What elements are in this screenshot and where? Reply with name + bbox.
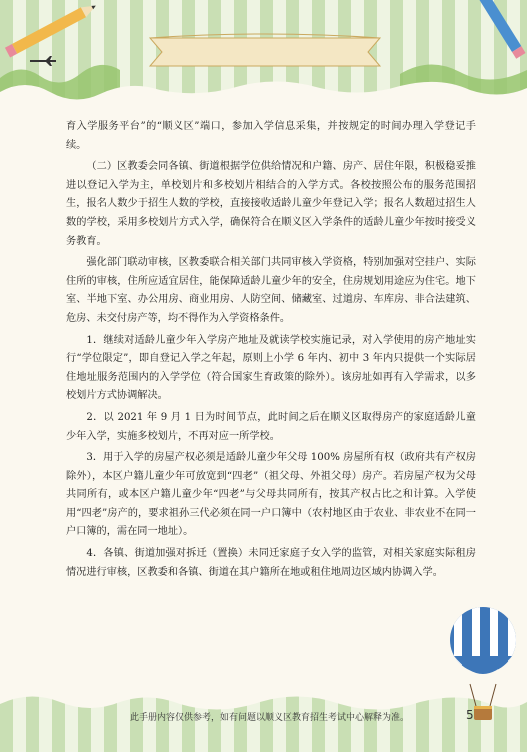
page-number: 5 <box>466 708 474 722</box>
paragraph: 强化部门联动审核，区教委联合相关部门共同审核入学资格，特别加强对空挂户、实际住所的审核，住所应适宜居住，能保障适龄儿童少年的安全，住房规划用途应为住宅。地下室、半地下室、办公用房、商业用房、人防空间、储藏室、过道房、车库房、非合法建筑、危房、未交付房产等，均不得作为入学资格条件。 <box>66 257 476 324</box>
ribbon-banner-icon <box>150 34 380 66</box>
paragraph: （二）区教委会同各镇、街道根据学位供给情况和户籍、房产、居住年限，积极稳妥推进以登记入学为主，单校划片和多校划片相结合的入学方式。各校按照公布的服务范围招生，报名人数少于招生人数的学校，直接接收适龄儿童少年登记入学；报名人数超过招生人数的学校，采用多校划片方式入学，确保符合在顺义区入学条件的适龄儿童少年按时接受义务教育。 <box>66 161 476 247</box>
paragraph: 2．以 2021 年 9 月 1 日为时间节点，此时间之后在顺义区取得房产的家庭适龄儿童少年入学，实施多校划片，不再对应一所学校。 <box>66 411 476 442</box>
paragraph: 1．继续对适龄儿童少年入学房产地址及就读学校实施记录，对入学使用的房产地址实行“学位限定”，即自登记入学之年起，原则上小学 6 年内、初中 3 年内只提供一个实际居住地址服务范围内的入学学位（符合国家生育政策的除外）。该房址如再有入学需求，以多校划片方式协调解决。 <box>66 334 476 402</box>
paragraph: 3．用于入学的房屋产权必须是适龄儿童少年父母 100% 房屋所有权（政府共有产权房除外），本区户籍儿童少年可放宽到“四老”（祖父母、外祖父母）房产。若房屋产权为父母共同所有，或本区户籍儿童少年“四老”与父母共同所有，按其产权占比之和计算。入学使用“四老”房产的，要求祖孙三代必须在同一户口簿中（农村地区由于农业、非农业不在同一户口簿的，需在同一地址）。 <box>66 452 476 538</box>
paragraph: 4．各镇、街道加强对拆迁（置换）未同迁家庭子女入学的监管，对相关家庭实际租房情况进行审核，区教委和各镇、街道在其户籍所在地或租住地周边区域内协调入学。 <box>66 548 476 578</box>
header-decoration <box>0 0 527 110</box>
footer-note: 此手册内容仅供参考，如有问题以顺义区教育招生考试中心解释为准。 <box>130 713 410 723</box>
document-body <box>66 118 476 585</box>
paragraph: 育入学服务平台”的“顺义区”端口，参加入学信息采集，并按规定的时间办理入学登记手续。 <box>66 121 476 151</box>
page-footer <box>0 708 527 726</box>
